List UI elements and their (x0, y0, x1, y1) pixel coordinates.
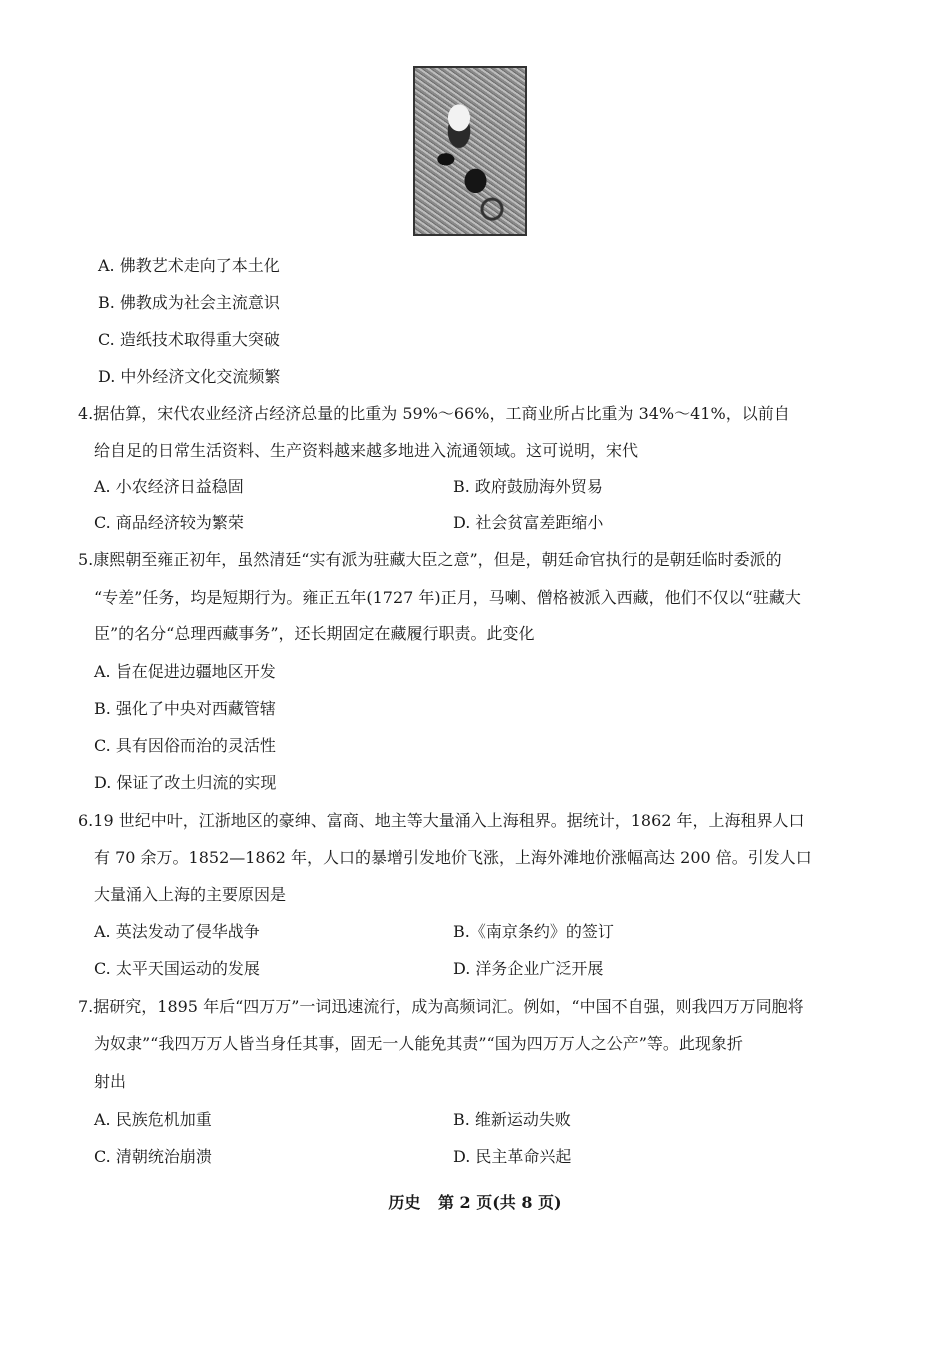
q7-stem-line-3: 射出 (94, 1072, 127, 1091)
page-footer (0, 1190, 950, 1213)
footer-page-number: 第 2 页(共 8 页) (437, 1193, 562, 1212)
q5-option-a: A. 旨在促进边疆地区开发 (94, 662, 276, 681)
q3-option-c: C. 造纸技术取得重大突破 (98, 330, 280, 349)
q6-option-a: A. 英法发动了侵华战争 (94, 922, 260, 941)
q6-stem-line-3: 大量涌入上海的主要原因是 (94, 885, 287, 904)
q6-option-d: D. 洋务企业广泛开展 (453, 959, 604, 978)
q5-stem-line-3: 臣”的名分“总理西藏事务”，还长期固定在藏履行职责。此变化 (94, 624, 535, 643)
q7-option-a: A. 民族危机加重 (94, 1110, 212, 1129)
q6-option-c: C. 太平天国运动的发展 (94, 959, 260, 978)
q7-stem-line-1: 7.据研究，1895 年后“四万万”一词迅速流行，成为高频词汇。例如，“中国不自强，则我四万万同胞将 (78, 997, 804, 1016)
q4-option-d: D. 社会贫富差距缩小 (453, 513, 604, 532)
q6-option-b: B.《南京条约》的签订 (453, 922, 614, 941)
q7-option-c: C. 清朝统治崩溃 (94, 1147, 212, 1166)
q4-stem-line-1: 4.据估算，宋代农业经济占经济总量的比重为 59%～66%，工商业所占比重为 34%～41%，以前自 (78, 404, 790, 423)
q5-stem-line-1: 5.康熙朝至雍正初年，虽然清廷“实有派为驻藏大臣之意”，但是，朝廷命官执行的是朝廷临时委派的 (78, 550, 782, 569)
q5-option-b: B. 强化了中央对西藏管辖 (94, 699, 276, 718)
q3-option-b: B. 佛教成为社会主流意识 (98, 293, 280, 312)
q6-stem-line-2: 有 70 余万。1852—1862 年，人口的暴增引发地价飞涨，上海外滩地价涨幅高达 200 倍。引发人口 (94, 848, 812, 867)
q5-option-c: C. 具有因俗而治的灵活性 (94, 736, 276, 755)
q7-stem-line-2: 为奴隶”“我四万万人皆当身任其事，固无一人能免其责”“国为四万万人之公产”等。此现象折 (94, 1034, 743, 1053)
q4-stem-line-2: 给自足的日常生活资料、生产资料越来越多地进入流通领域。这可说明，宋代 (94, 441, 639, 460)
q7-option-b: B. 维新运动失败 (453, 1110, 571, 1129)
q4-option-c: C. 商品经济较为繁荣 (94, 513, 244, 532)
q3-option-d: D. 中外经济文化交流频繁 (98, 367, 281, 386)
buddhist-mural-image (413, 66, 527, 236)
q5-option-d: D. 保证了改土归流的实现 (94, 773, 277, 792)
q4-option-a: A. 小农经济日益稳固 (94, 477, 244, 496)
q7-option-d: D. 民主革命兴起 (453, 1147, 572, 1166)
q3-option-a: A. 佛教艺术走向了本土化 (98, 256, 280, 275)
q4-option-b: B. 政府鼓励海外贸易 (453, 477, 603, 496)
q5-stem-line-2: “专差”任务，均是短期行为。雍正五年(1727 年)正月，马喇、僧格被派入西藏，他们不仅以“驻藏大 (94, 588, 801, 607)
q6-stem-line-1: 6.19 世纪中叶，江浙地区的豪绅、富商、地主等大量涌入上海租界。据统计，1862 年，上海租界人口 (78, 811, 805, 830)
footer-subject: 历史 (388, 1193, 421, 1212)
